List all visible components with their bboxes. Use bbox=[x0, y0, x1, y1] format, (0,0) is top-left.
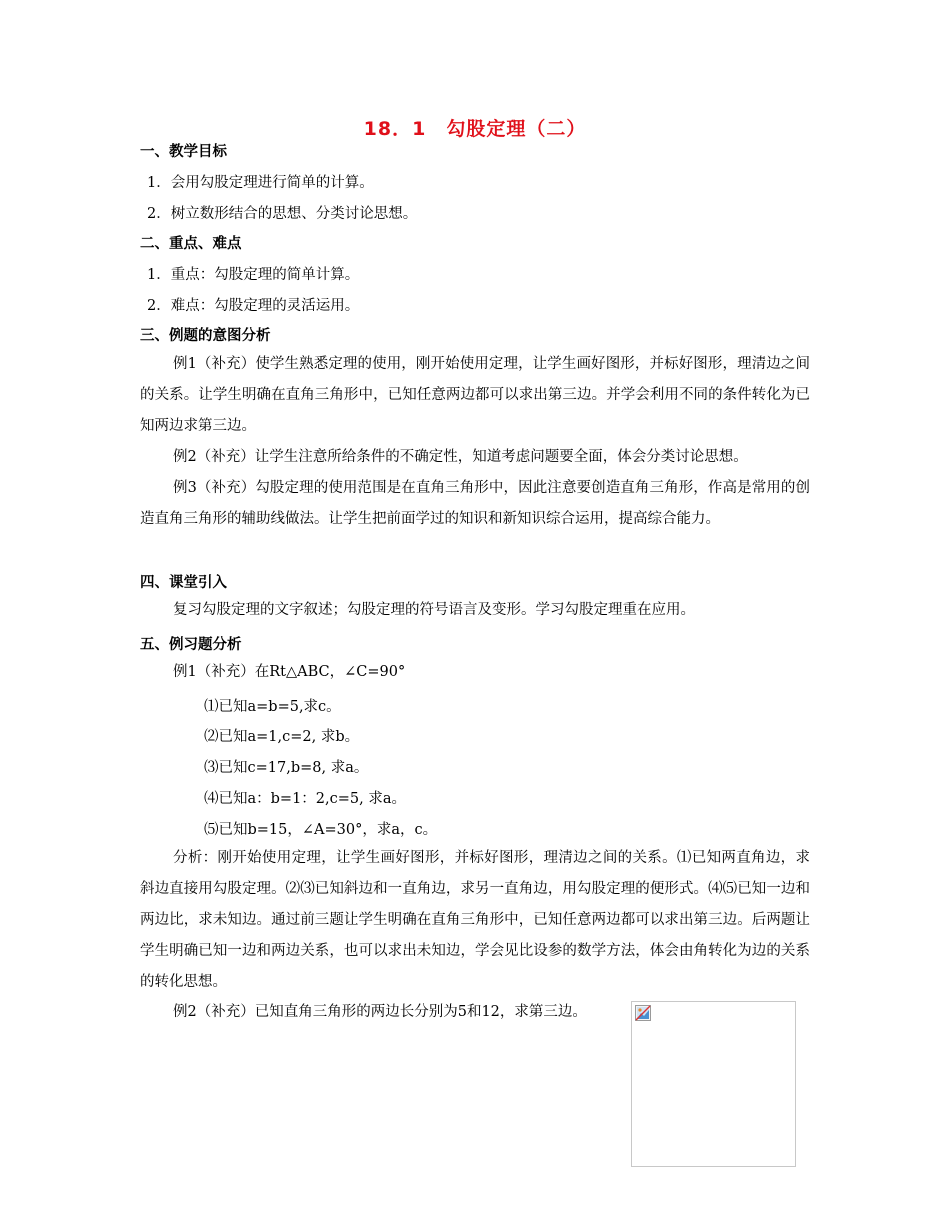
sub-question: ⑶已知c=17,b=8, 求a。 bbox=[204, 760, 369, 776]
list-item: 2．树立数形结合的思想、分类讨论思想。 bbox=[147, 206, 418, 222]
document-title: 18．1 勾股定理（二） bbox=[363, 118, 587, 140]
sub-question: ⑵已知a=1,c=2, 求b。 bbox=[204, 729, 360, 745]
list-item: 2．难点：勾股定理的灵活运用。 bbox=[147, 298, 360, 314]
section-heading-objectives: 一、教学目标 bbox=[140, 144, 227, 160]
section-heading-key-points: 二、重点、难点 bbox=[140, 236, 242, 252]
paragraph-example3-intent: 例3（补充）勾股定理的使用范围是在直角三角形中，因此注意要创造直角三角形，作高是常用的创造直角三角形的辅助线做法。让学生把前面学过的知识和新知识综合运用，提高综合能力。 bbox=[140, 480, 810, 527]
paragraph-analysis: 分析：刚开始使用定理，让学生画好图形，并标好图形，理清边之间的关系。⑴已知两直角边，求斜边直接用勾股定理。⑵⑶已知斜边和一直角边，求另一直角边，用勾股定理的便形式。⑷⑸已知一边和两边比，求未知边。通过前三题让学生明确在直角三角形中，已知任意两边都可以求出第三边。后两题让学生明确已知一边和两边关系，也可以求出未知边，学会见比设参的数学方法，体会由角转化为边的关系的转化思想。 bbox=[140, 850, 810, 990]
broken-image-icon bbox=[635, 1005, 651, 1021]
paragraph-example2: 例2（补充）已知直角三角形的两边长分别为5和12，求第三边。 bbox=[173, 1004, 587, 1020]
list-item: 1．会用勾股定理进行简单的计算。 bbox=[147, 175, 374, 191]
paragraph-example1-intent: 例1（补充）使学生熟悉定理的使用，刚开始使用定理，让学生画好图形，并标好图形，理清边之间的关系。让学生明确在直角三角形中，已知任意两边都可以求出第三边。并学会利用不同的条件转化为已知两边求第三边。 bbox=[140, 356, 810, 434]
section-heading-exercise-analysis: 五、例习题分析 bbox=[140, 637, 242, 653]
figure-placeholder bbox=[631, 1001, 796, 1167]
section-heading-introduction: 四、课堂引入 bbox=[140, 575, 227, 591]
sub-question: ⑷已知a：b=1：2,c=5, 求a。 bbox=[204, 791, 406, 807]
list-item: 1．重点：勾股定理的简单计算。 bbox=[147, 267, 360, 283]
paragraph-example1: 例1（补充）在Rt△ABC，∠C=90° bbox=[173, 664, 406, 680]
section-heading-example-intent: 三、例题的意图分析 bbox=[140, 328, 271, 344]
paragraph-example2-intent: 例2（补充）让学生注意所给条件的不确定性，知道考虑问题要全面，体会分类讨论思想。 bbox=[173, 449, 748, 465]
sub-question: ⑸已知b=15，∠A=30°，求a，c。 bbox=[204, 822, 438, 838]
paragraph-introduction: 复习勾股定理的文字叙述；勾股定理的符号语言及变形。学习勾股定理重在应用。 bbox=[173, 602, 695, 618]
sub-question: ⑴已知a=b=5,求c。 bbox=[204, 699, 341, 715]
